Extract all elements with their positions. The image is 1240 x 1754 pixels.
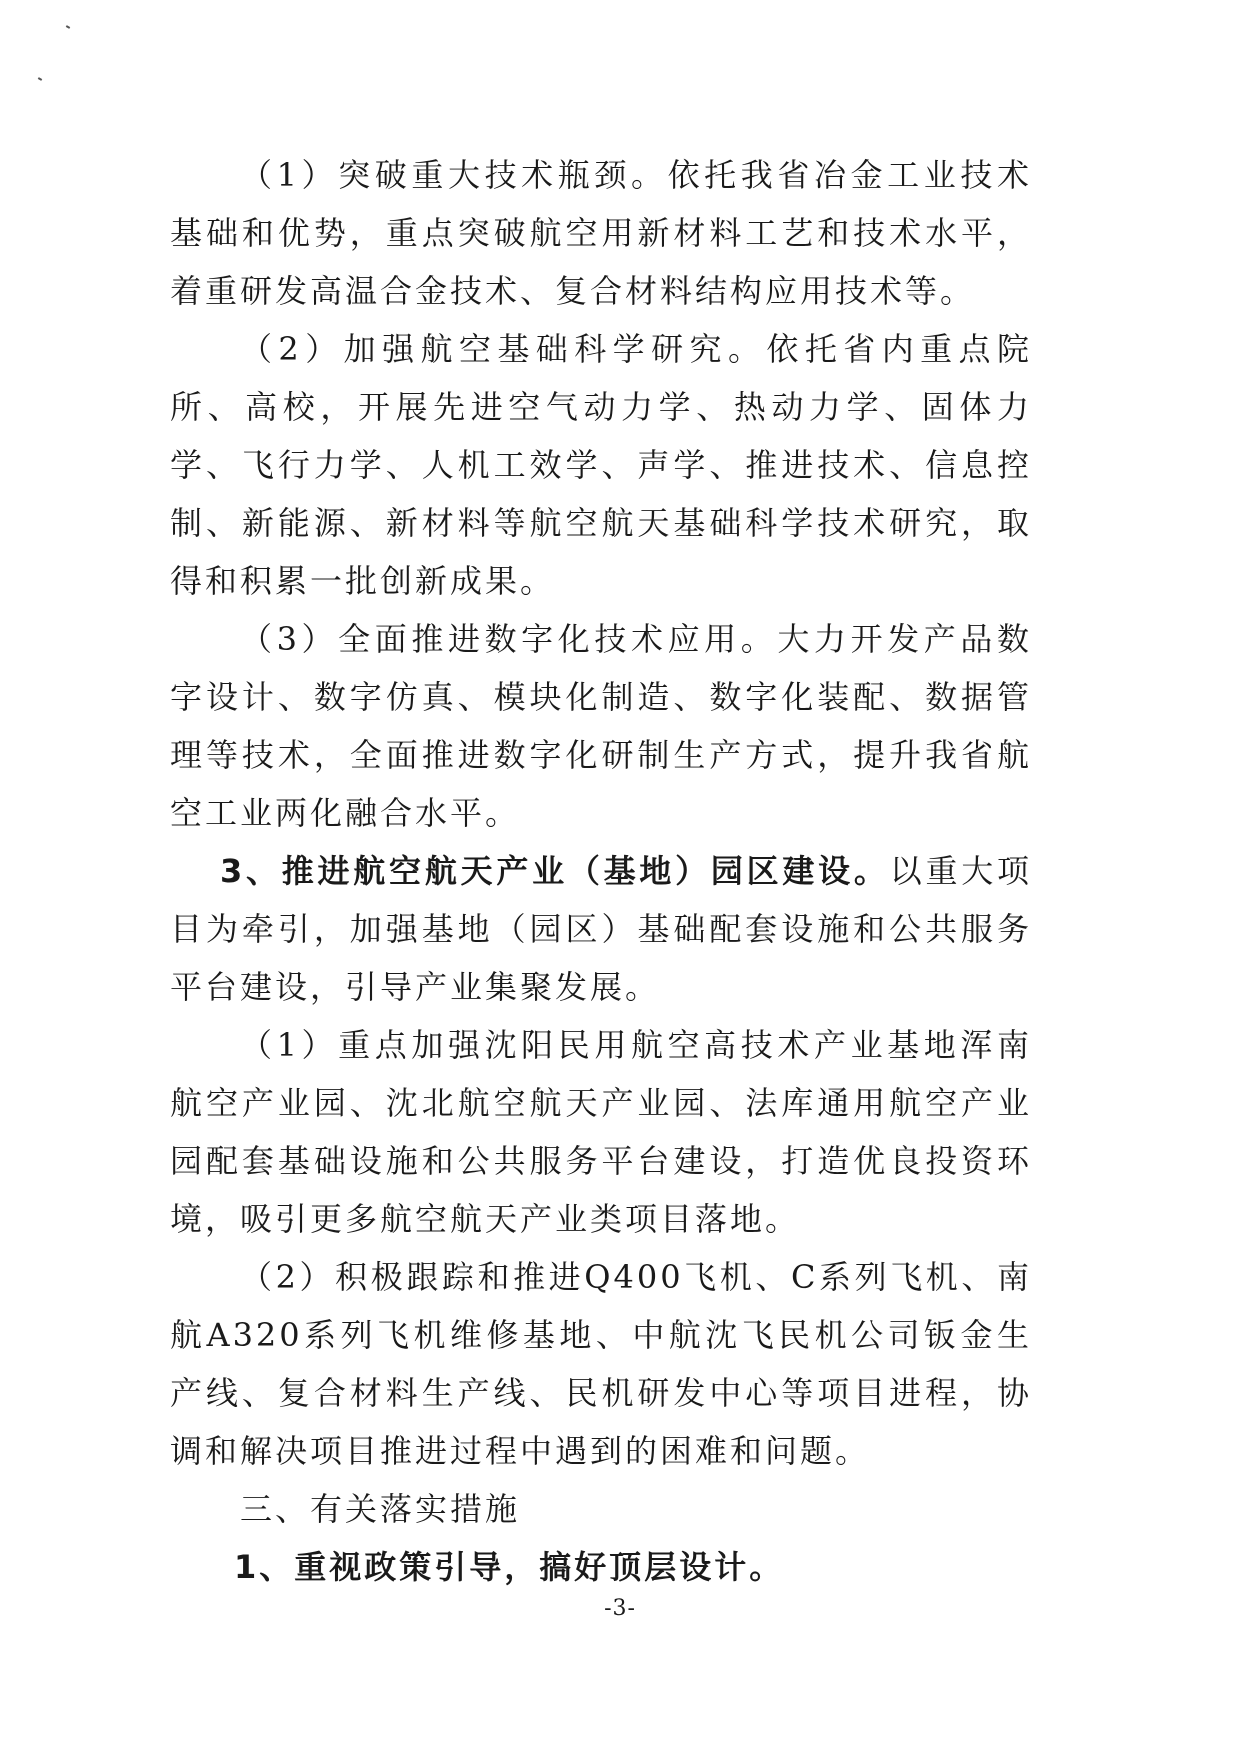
paragraph-body: 以重大项目为牵引，加强基地（园区）基础配套设施和公共服务平台建设，引导产业集聚发展。 (170, 852, 1032, 1006)
paragraph-project-tracking: （2）积极跟踪和推进Q400飞机、C系列飞机、南航A320系列飞机维修基地、中航沈飞民机公司钣金生产线、复合材料生产线、民机研发中心等项目进程，协调和解决项目推进过程中遇到的困难和问题。 (170, 1258, 1032, 1470)
paragraph-basic-research: （2）加强航空基础科学研究。依托省内重点院所、高校，开展先进空气动力学、热动力学、固体力学、飞行力学、人机工效学、声学、推进技术、信息控制、新能源、新材料等航空航天基础科学技术研究，取得和积累一批创新成果。 (170, 330, 1032, 600)
paragraph-shenyang-base: （1）重点加强沈阳民用航空高技术产业基地浑南航空产业园、沈北航空航天产业园、法库通用航空产业园配套基础设施和公共服务平台建设，打造优良投资环境，吸引更多航空航天产业类项目落地。 (170, 1026, 1032, 1238)
section-heading: 三、有关落实措施 (240, 1490, 521, 1528)
paragraph-lead: 3、推进航空航天产业（基地）园区建设。 (220, 852, 890, 890)
scan-speck (66, 25, 70, 29)
page-number: -3- (604, 1596, 636, 1621)
paragraph-industrial-park (170, 842, 1032, 1016)
scan-speck (38, 77, 42, 81)
body-text (170, 146, 1032, 1596)
paragraph-digital-tech: （3）全面推进数字化技术应用。大力开发产品数字设计、数字仿真、模块化制造、数字化装配、数据管理等技术，全面推进数字化研制生产方式，提升我省航空工业两化融合水平。 (170, 620, 1032, 832)
paragraph-tech-bottleneck: （1）突破重大技术瓶颈。依托我省冶金工业技术基础和优势，重点突破航空用新材料工艺和技术水平，着重研发高温合金技术、复合材料结构应用技术等。 (170, 156, 1032, 310)
subheading: 1、重视政策引导，搞好顶层设计。 (234, 1548, 785, 1586)
